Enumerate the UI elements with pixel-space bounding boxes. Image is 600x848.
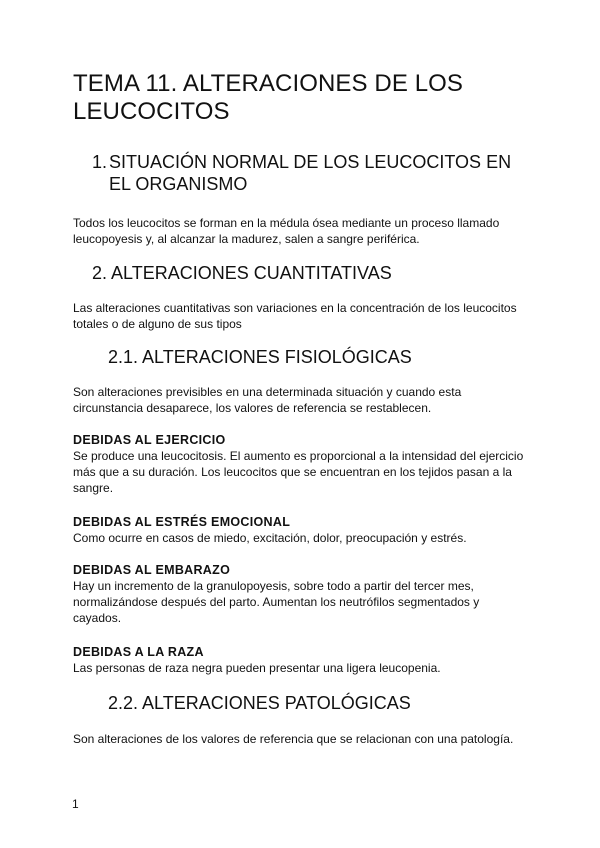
subheading-estres: DEBIDAS AL ESTRÉS EMOCIONAL	[73, 515, 291, 529]
paragraph-ejercicio: Se produce una leucocitosis. El aumento es proporcional a la intensidad del ejercicio más que a su duración. Los leucocitos que se encuentran en los tejidos pasan a la sangre.	[73, 449, 524, 495]
section-2-heading: 2. ALTERACIONES CUANTITATIVAS	[92, 263, 392, 283]
section-1-paragraph: Todos los leucocitos se forman en la médula ósea mediante un proceso llamado leucopoyesis y, al alcanzar la madurez, salen a sangre periférica.	[73, 216, 500, 246]
paragraph-embarazo: Hay un incremento de la granulopoyesis, sobre todo a partir del tercer mes, normalizándose después del parto. Aumentan los neutrófilos segmentados y cayados.	[73, 579, 480, 625]
subheading-ejercicio: DEBIDAS AL EJERCICIO	[73, 433, 226, 447]
section-1-number: 1.	[92, 152, 108, 172]
section-2-1-heading: 2.1. ALTERACIONES FISIOLÓGICAS	[108, 347, 412, 367]
subheading-raza: DEBIDAS A LA RAZA	[73, 645, 204, 659]
section-1-title: SITUACIÓN NORMAL DE LOS LEUCOCITOS EN EL ORGANISMO	[109, 152, 512, 194]
document-title: TEMA 11. ALTERACIONES DE LOS LEUCOCITOS	[73, 70, 464, 125]
section-2-1-paragraph: Son alteraciones previsibles en una determinada situación y cuando esta circunstancia desaparece, los valores de referencia se restablecen.	[73, 385, 462, 415]
section-2-2-paragraph: Son alteraciones de los valores de referencia que se relacionan con una patología.	[73, 732, 514, 746]
paragraph-raza: Las personas de raza negra pueden presentar una ligera leucopenia.	[73, 661, 441, 675]
section-2-paragraph: Las alteraciones cuantitativas son variaciones en la concentración de los leucocitos totales o de alguno de sus tipos	[73, 301, 517, 331]
paragraph-estres: Como ocurre en casos de miedo, excitación, dolor, preocupación y estrés.	[73, 531, 467, 545]
page-number: 1	[72, 797, 79, 811]
subheading-embarazo: DEBIDAS AL EMBARAZO	[73, 563, 231, 577]
section-2-2-heading: 2.2. ALTERACIONES PATOLÓGICAS	[108, 693, 411, 713]
